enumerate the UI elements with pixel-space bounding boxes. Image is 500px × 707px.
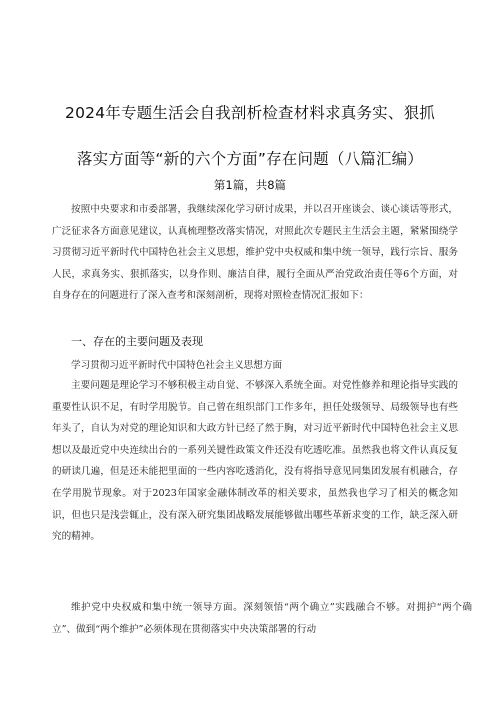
- body-block-1: [52, 375, 458, 548]
- section-heading: 一、存在的主要问题及表现: [71, 335, 203, 348]
- body-paragraph-1: 主要问题是理论学习不够积极主动自觉、不够深入系统全面。对党性修养和理论指导实践的重要性认识不足，有时学用脱节。自己曾在组织部门工作多年，担任处级领导、局级领导也有些年头了，自认为对党的理论知识和大政方针已经了然于胸，对习近平新时代中国特色社会主义思想以及最近党中央连续出台的一系列关键性政策文件还没有吃透吃准。虽然我也将文件认真反复的研读几遍，但是还未能把里面的一些内容吃透消化，没有将指导意见同集团发展有机融合，存在学用脱节现象。对于2023年国家金融体制改革的相关要求，虽然我也学习了相关的概念知识，但也只是浅尝辄止，没有深入研究集团战略发展能够做出哪些革新求变的工作，缺乏深入研究的精神。: [52, 380, 458, 543]
- body-paragraph-2: 维护党中央权威和集中统一领导方面。深刻领悟“两个确立”实践融合不够。对拥护“两个确立”、做到“两个维护”必须体现在贯彻落实中央决策部署的行动: [52, 602, 472, 635]
- body-block-2: [52, 597, 472, 640]
- intro-paragraph: 按照中央要求和市委部署，我继续深化学习研讨成果，并以召开座谈会、谈心谈话等形式，广泛征求各方面意见建议，认真梳理整改落实情况，对照此次专题民主生活会主题，紧紧围绕学习贯彻习近平新时代中国特色社会主义思想，维护党中央权威和集中统一领导，践行宗旨、服务人民，求真务实、狠抓落实，以身作则、廉洁自律，履行全面从严治党政治责任等6个方面，对自身存在的问题进行了深入查考和深刻剖析，现将对照检查情况汇报如下：: [52, 204, 458, 302]
- intro-block: [52, 199, 458, 307]
- document-title-line-2: 落实方面等“新的六个方面”存在问题（八篇汇编）: [76, 150, 424, 168]
- document-subtitle: 第1篇，共8篇: [213, 178, 287, 192]
- section-subheading: 学习贯彻习近平新时代中国特色社会主义思想方面: [71, 360, 283, 371]
- document-title-line-1: 2024年专题生活会自我剖析检查材料求真务实、狠抓: [65, 104, 435, 122]
